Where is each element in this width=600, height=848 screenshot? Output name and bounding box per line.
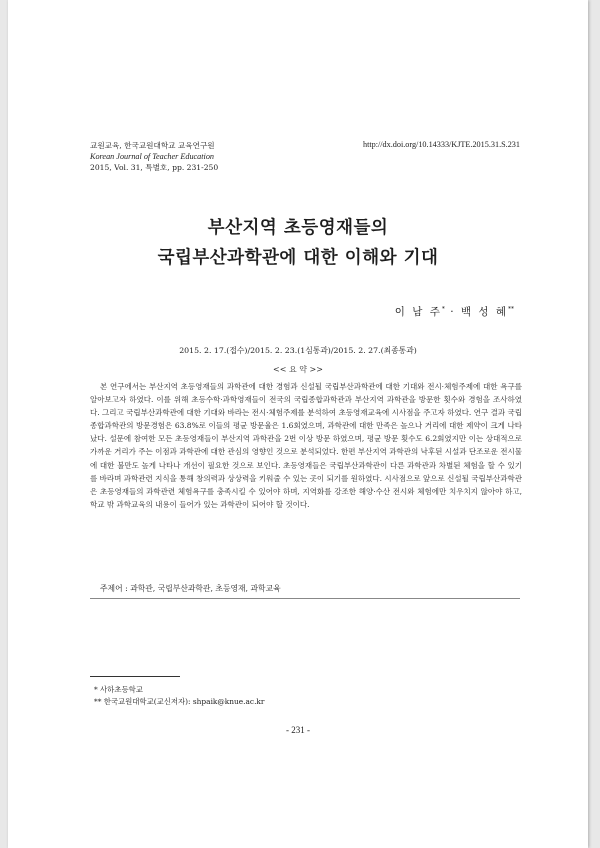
footnote-divider — [90, 676, 180, 677]
paper-title-line2: 국립부산과학관에 대한 이해와 기대 — [157, 248, 439, 268]
author-1: 이 남 주 — [394, 306, 442, 318]
author-separator: · — [444, 306, 461, 318]
doi-link[interactable]: http://dx.doi.org/10.14333/KJTE.2015.31.S.231 — [362, 140, 520, 149]
paper-page — [8, 0, 588, 848]
paper-title-line1: 부산지역 초등영재들의 — [207, 218, 389, 238]
author-2-mark: ** — [508, 305, 514, 313]
journal-header — [90, 140, 218, 173]
submission-dates: 2015. 2. 17.(접수)/2015. 2. 23.(1심통과)/2015. 2. 27.(최종통과) — [179, 346, 417, 355]
author-list — [395, 304, 514, 319]
publisher-line: 교원교육, 한국교원대학교 교육연구원 — [90, 141, 215, 150]
keywords — [100, 583, 281, 594]
footnote-affiliation-1: * 사하초등학교 — [94, 685, 143, 694]
footnote-affiliation-2: ** 한국교원대학교(교신저자): shpaik@knue.ac.kr — [94, 697, 265, 706]
journal-name: Korean Journal of Teacher Education — [90, 152, 215, 161]
page-number: - 231 - — [286, 725, 310, 735]
abstract-body: 본 연구에서는 부산지역 초등영재들의 과학관에 대한 경험과 신설될 국립부산과학관에 대한 기대와 전시·체험주제에 대한 욕구를 알아보고자 하였다. 이를 위해 초등수학·과학영재들이 전국의 국립종합과학관과 부산지역 과학관을 방문한 횟수와 경험을 조사하였다. 그리고 국립부산과학관에 대한 기대와 바라는 전시·체험주제를 분석하여 초등영재교육에 시사점을 주고자 하였다. 연구 결과 국립종합과학관의 방문경험은 63.8%로 이들의 평균 방문율은 1.6회였으며, 과학관에 대한 만족은 높으나 거리에 대한 제약이 크게 나타났다. 설문에 참여한 모든 초등영재들이 부산지역 과학관을 2번 이상 방문 하였으며, 평균 방문 횟수도 6.2회였지만 이는 상대적으로 가까운 거리가 주는 이점과 과학관에 대한 관심의 영향인 것으로 분석되었다. 한편 부산지역 과학관의 낙후된 시설과 단조로운 전시물에 대한 불만도 높게 나타나 개선이 필요한 것으로 보인다. 초등영재들은 국립부산과학관이 다른 과학관과 차별된 체험을 할 수 있기를 바라며 과학관련 지식을 통해 창의력과 상상력을 키워줄 수 있는 곳이 되기를 원하였다. 시사점으로 앞으로 신설될 국립부산과학관은 초등영재들의 과학관련 체험욕구를 충족시킬 수 있어야 하며, 지역화를 강조한 해양·수산 전시와 체험에만 치우치지 않아야 하고, 학교 밖 과학교육의 내용이 들어가 있는 과학관이 되어야 할 것이다. — [90, 382, 522, 509]
keywords-divider — [90, 598, 520, 599]
author-1-mark: * — [441, 305, 445, 313]
abstract-heading: << 요 약 >> — [273, 365, 323, 374]
author-2: 백 성 혜 — [460, 306, 508, 318]
keywords-label: 주제어 : — [100, 584, 131, 593]
volume-line: 2015, Vol. 31, 특별호, pp. 231-250 — [90, 163, 219, 172]
keywords-values: 과학관, 국립부산과학관, 초등영재, 과학교육 — [130, 584, 281, 593]
